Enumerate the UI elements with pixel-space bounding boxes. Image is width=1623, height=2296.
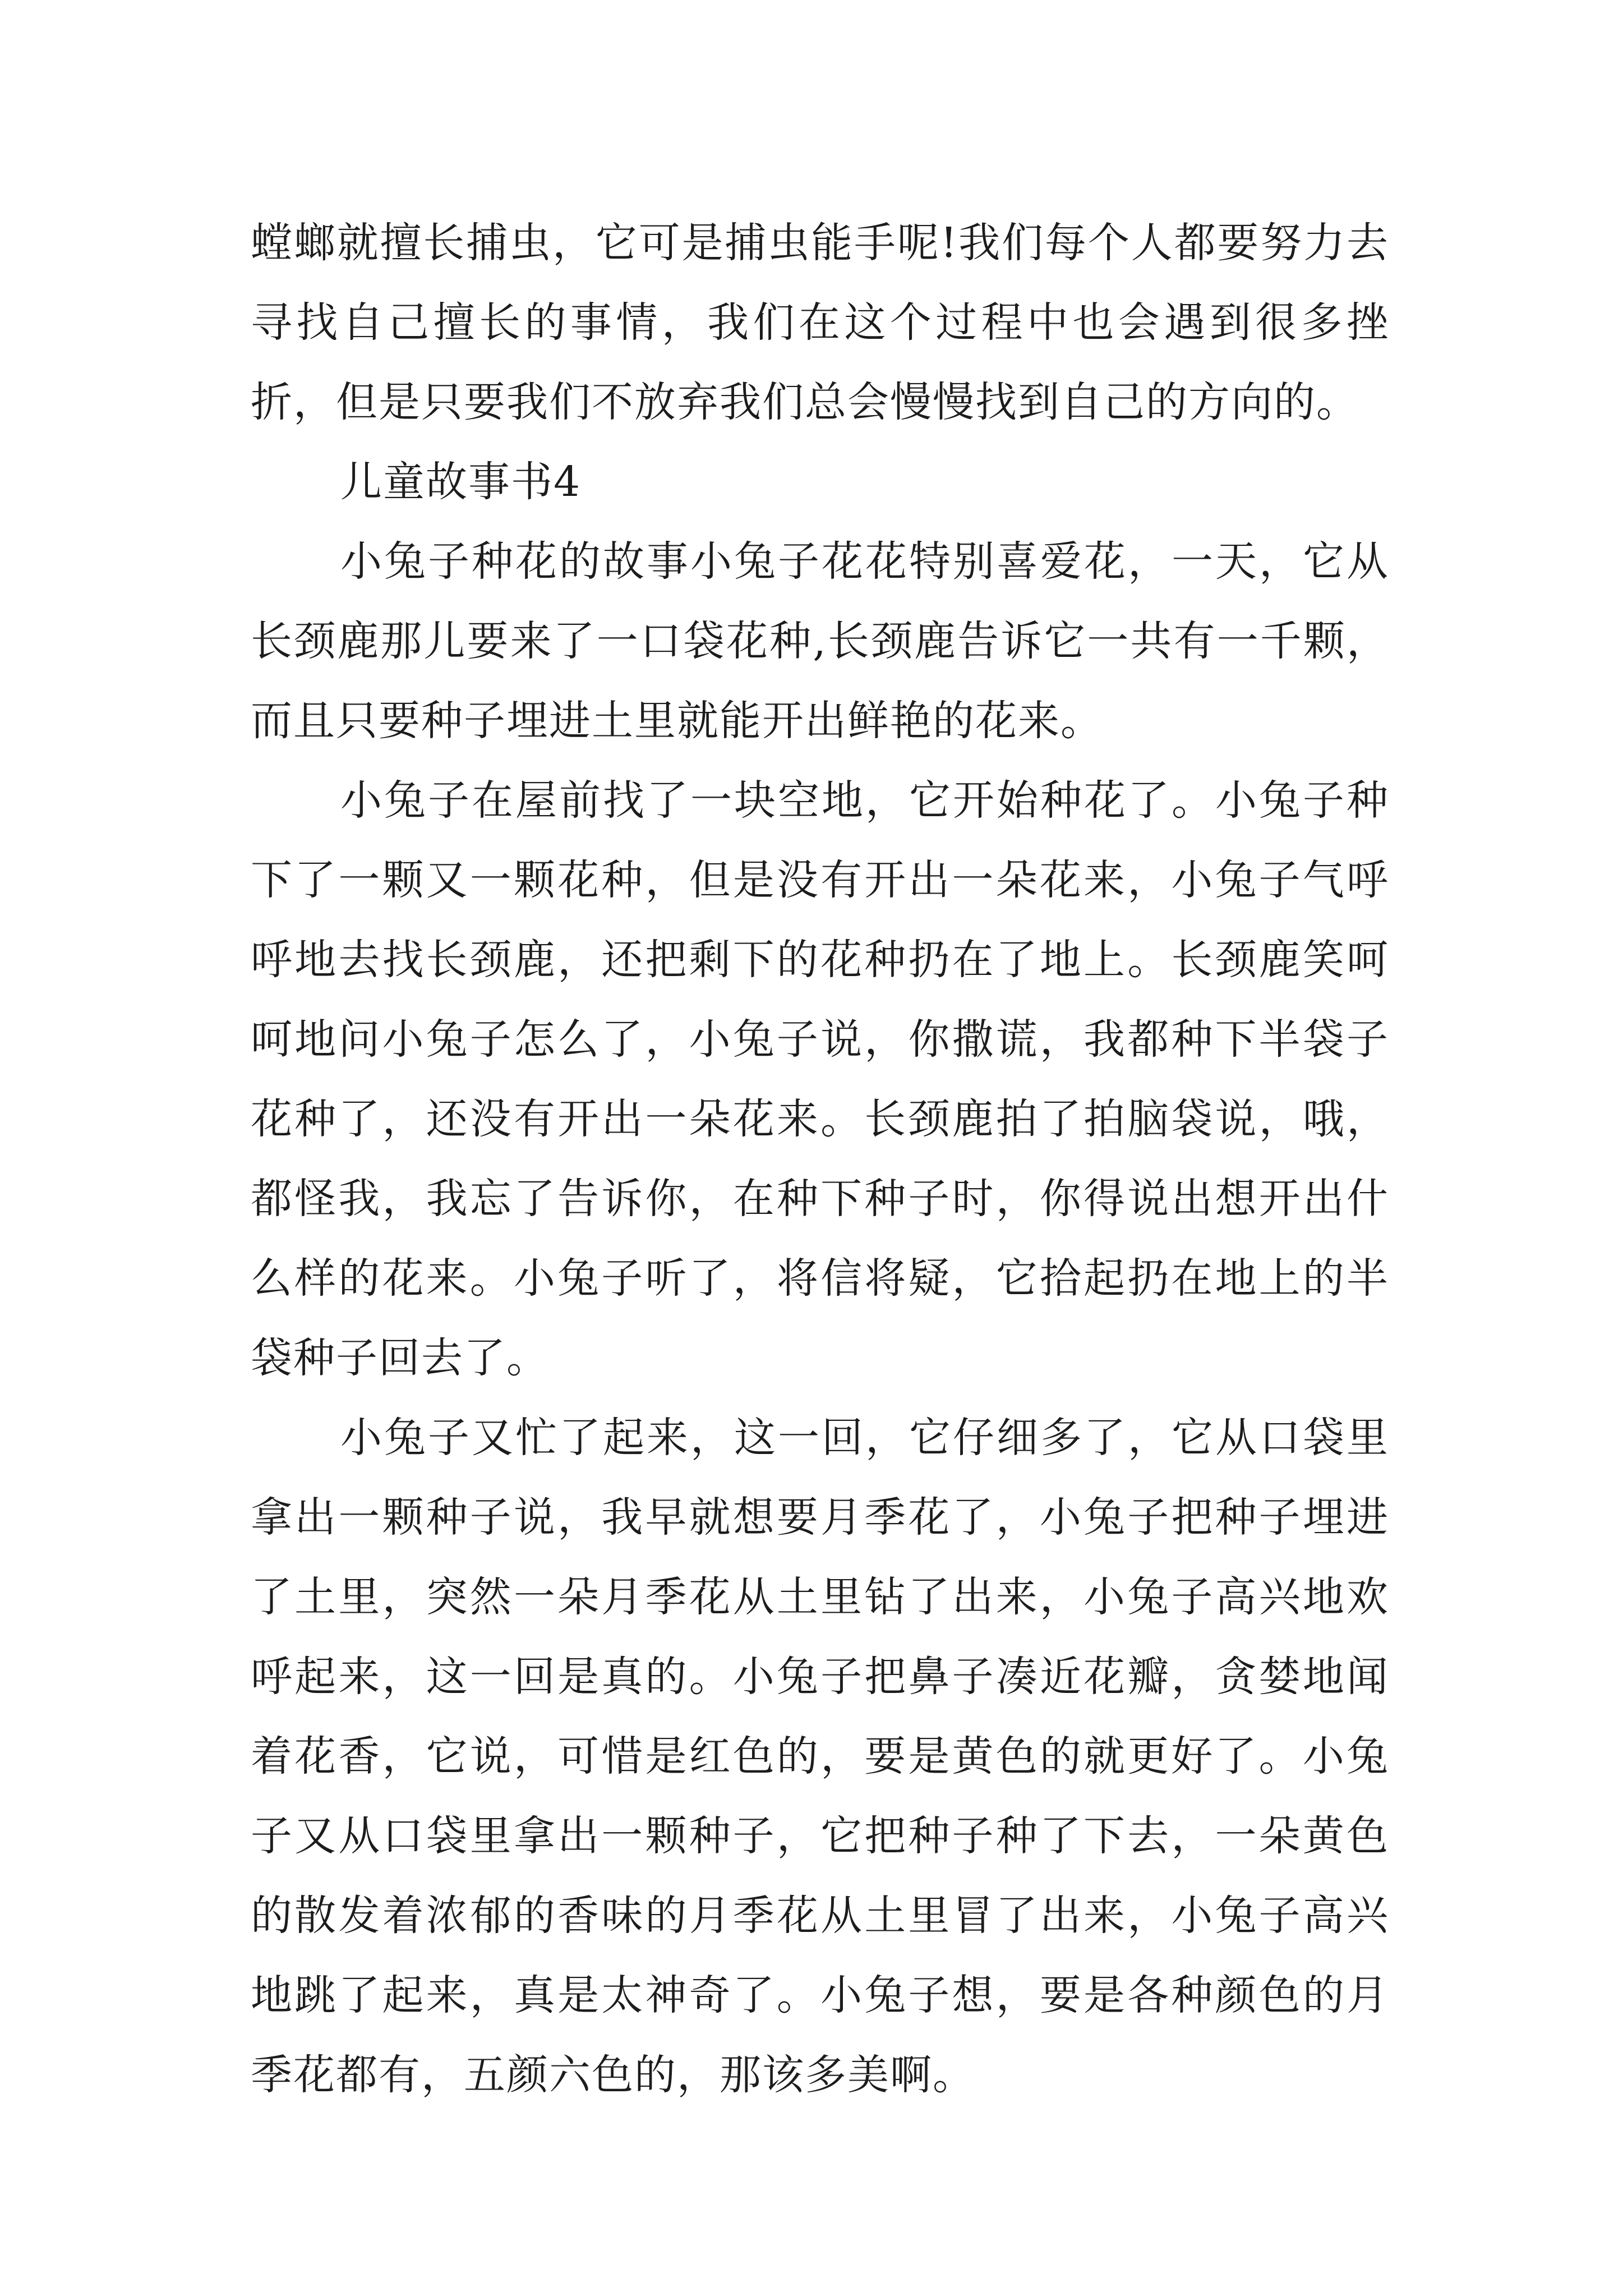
paragraph: 小兔子又忙了起来，这一回，它仔细多了，它从口袋里拿出一颗种子说，我早就想要月季花了，小兔子把种子埋进了土里，突然一朵月季花从土里钻了出来，小兔子高兴地欢呼起来，这一回是真的。小兔子把鼻子凑近花瓣，贪婪地闻着花香，它说，可惜是红色的，要是黄色的就更好了。小兔子又从口袋里拿出一颗种子，它把种子种了下去，一朵黄色的散发着浓郁的香味的月季花从土里冒了出来，小兔子高兴地跳了起来，真是太神奇了。小兔子想，要是各种颜色的月季花都有，五颜六色的，那该多美啊。 <box>251 1414 1389 2099</box>
document-body <box>251 203 1389 2115</box>
paragraph-continuation: 螳螂就擅长捕虫，它可是捕虫能手呢!我们每个人都要努力去寻找自己擅长的事情，我们在这个过程中也会遇到很多挫折，但是只要我们不放弃我们总会慢慢找到自己的方向的。 <box>251 219 1389 426</box>
paragraph: 小兔子在屋前找了一块空地，它开始种花了。小兔子种下了一颗又一颗花种，但是没有开出一朵花来，小兔子气呼呼地去找长颈鹿，还把剩下的花种扔在了地上。长颈鹿笑呵呵地问小兔子怎么了，小兔子说，你撒谎，我都种下半袋子花种了，还没有开出一朵花来。长颈鹿拍了拍脑袋说，哦，都怪我，我忘了告诉你，在种下种子时，你得说出想开出什么样的花来。小兔子听了，将信将疑，它拾起扔在地上的半袋种子回去了。 <box>251 776 1389 1382</box>
story-heading: 儿童故事书4 <box>340 458 582 506</box>
paragraph: 小兔子种花的故事小兔子花花特别喜爱花，一天，它从长颈鹿那儿要来了一口袋花种,长颈鹿告诉它一共有一千颗，而且只要种子埋进土里就能开出鲜艳的花来。 <box>251 537 1389 745</box>
